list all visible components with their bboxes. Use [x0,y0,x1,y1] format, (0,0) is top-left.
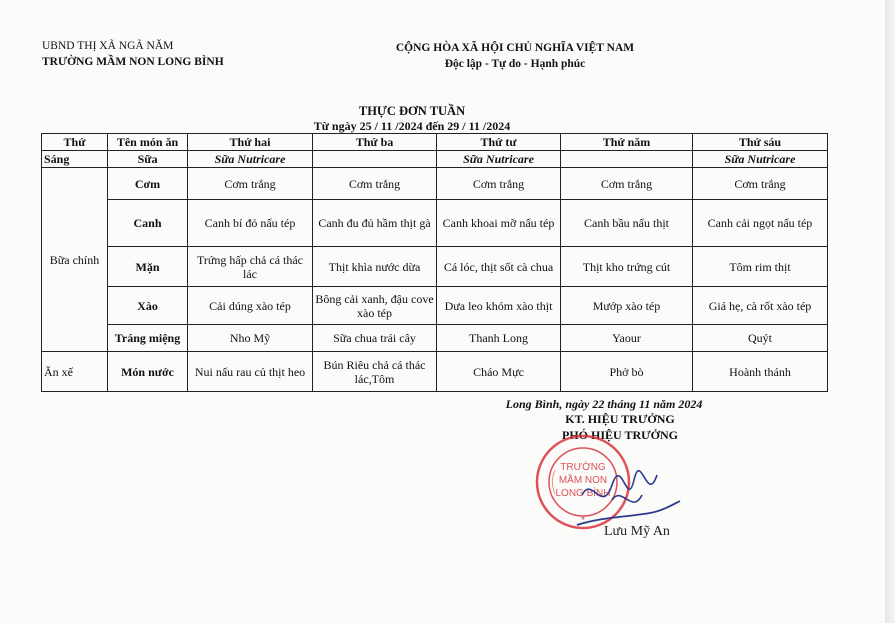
table-cell: Canh bí đỏ nấu tép [188,200,313,247]
page-title: THỰC ĐƠN TUẦN [358,104,466,118]
table-cell: Sữa Nutricare [188,151,313,168]
table-row [42,287,828,325]
table-row [42,247,828,287]
org-line-1: UBND THỊ XÃ NGÃ NĂM [42,40,174,52]
weekly-menu-table [41,133,828,392]
row-label-morning: Sáng [42,151,108,168]
table-cell: Thanh Long [437,325,561,352]
signer-name: Lưu Mỹ An [604,524,670,539]
table-row [42,168,828,200]
table-cell [313,151,437,168]
place-date: Long Bình, ngày 22 tháng 11 năm 2024 [505,397,703,411]
table-row-snack [42,352,828,392]
table-cell: Thịt khìa nước dừa [313,247,437,287]
handwritten-signature-icon [572,455,692,535]
table-cell: Cơm trắng [437,168,561,200]
table-cell: Canh bầu nấu thịt [561,200,693,247]
date-range: Từ ngày 25 / 11 /2024 đến 29 / 11 /2024 [313,119,511,133]
table-header-row [42,134,828,151]
dish-name: Tráng miệng [108,325,188,352]
col-header: Thứ ba [313,134,437,151]
national-motto [382,40,648,72]
col-header: Thứ [42,134,108,151]
table-cell: Yaour [561,325,693,352]
dish-name: Canh [108,200,188,247]
table-cell: Cơm trắng [693,168,828,200]
dish-name: Món nước [108,352,188,392]
table-cell: Bún Riêu chả cá thác lác,Tôm [313,352,437,392]
table-cell: Canh khoai mỡ nấu tép [437,200,561,247]
table-cell: Quýt [693,325,828,352]
table-cell: Thịt kho trứng cút [561,247,693,287]
row-label-main-meal: Bữa chính [42,168,108,352]
table-cell: Cơm trắng [188,168,313,200]
col-header: Tên món ăn [108,134,188,151]
col-header: Thứ năm [561,134,693,151]
table-cell: Giá hẹ, cà rốt xào tép [693,287,828,325]
table-cell: Cơm trắng [313,168,437,200]
table-cell: Sữa chua trái cây [313,325,437,352]
table-cell: Cá lóc, thịt sốt cà chua [437,247,561,287]
signer-title-2: PHÓ HIỆU TRƯỞNG [561,428,678,442]
table-cell: Cơm trắng [561,168,693,200]
dish-name: Xào [108,287,188,325]
organization-header [42,38,224,70]
svg-text:TRƯỜNG: TRƯỜNG [560,462,606,473]
table-cell: Trứng hấp chả cá thác lác [188,247,313,287]
svg-text:LONG BÌNH: LONG BÌNH [555,488,611,499]
table-cell: Bông cải xanh, đậu cove xào tép [313,287,437,325]
org-line-2: TRƯỜNG MẦM NON LONG BÌNH [42,56,224,68]
table-cell: Dưa leo khóm xào thịt [437,287,561,325]
table-cell: Phở bò [561,352,693,392]
table-cell: Sữa Nutricare [437,151,561,168]
col-header: Thứ hai [188,134,313,151]
col-header: Thứ tư [437,134,561,151]
dish-name: Cơm [108,168,188,200]
nation-line-1: CỘNG HÒA XÃ HỘI CHỦ NGHĨA VIỆT NAM [395,42,635,54]
table-cell: Canh đu đủ hầm thịt gà [313,200,437,247]
table-cell: Cháo Mực [437,352,561,392]
table-cell: Nui nấu rau củ thịt heo [188,352,313,392]
table-cell: Sữa Nutricare [693,151,828,168]
table-row-morning [42,151,828,168]
table-cell: Mướp xào tép [561,287,693,325]
table-cell: Nho Mỹ [188,325,313,352]
nation-line-2: Độc lập - Tự do - Hạnh phúc [444,58,586,70]
signer-title-1: KT. HIỆU TRƯỞNG [565,412,675,426]
dish-name: Sữa [108,151,188,168]
scan-edge-shade [885,0,895,623]
col-header: Thứ sáu [693,134,828,151]
svg-text:★: ★ [580,516,586,522]
table-cell: Hoành thánh [693,352,828,392]
table-cell: Tôm rim thịt [693,247,828,287]
dish-name: Mặn [108,247,188,287]
table-cell: Canh cải ngọt nấu tép [693,200,828,247]
table-cell [561,151,693,168]
table-row [42,325,828,352]
row-label-snack: Ăn xế [42,352,108,392]
svg-text:MẦM NON: MẦM NON [558,475,608,486]
table-row [42,200,828,247]
table-cell: Cải dúng xào tép [188,287,313,325]
